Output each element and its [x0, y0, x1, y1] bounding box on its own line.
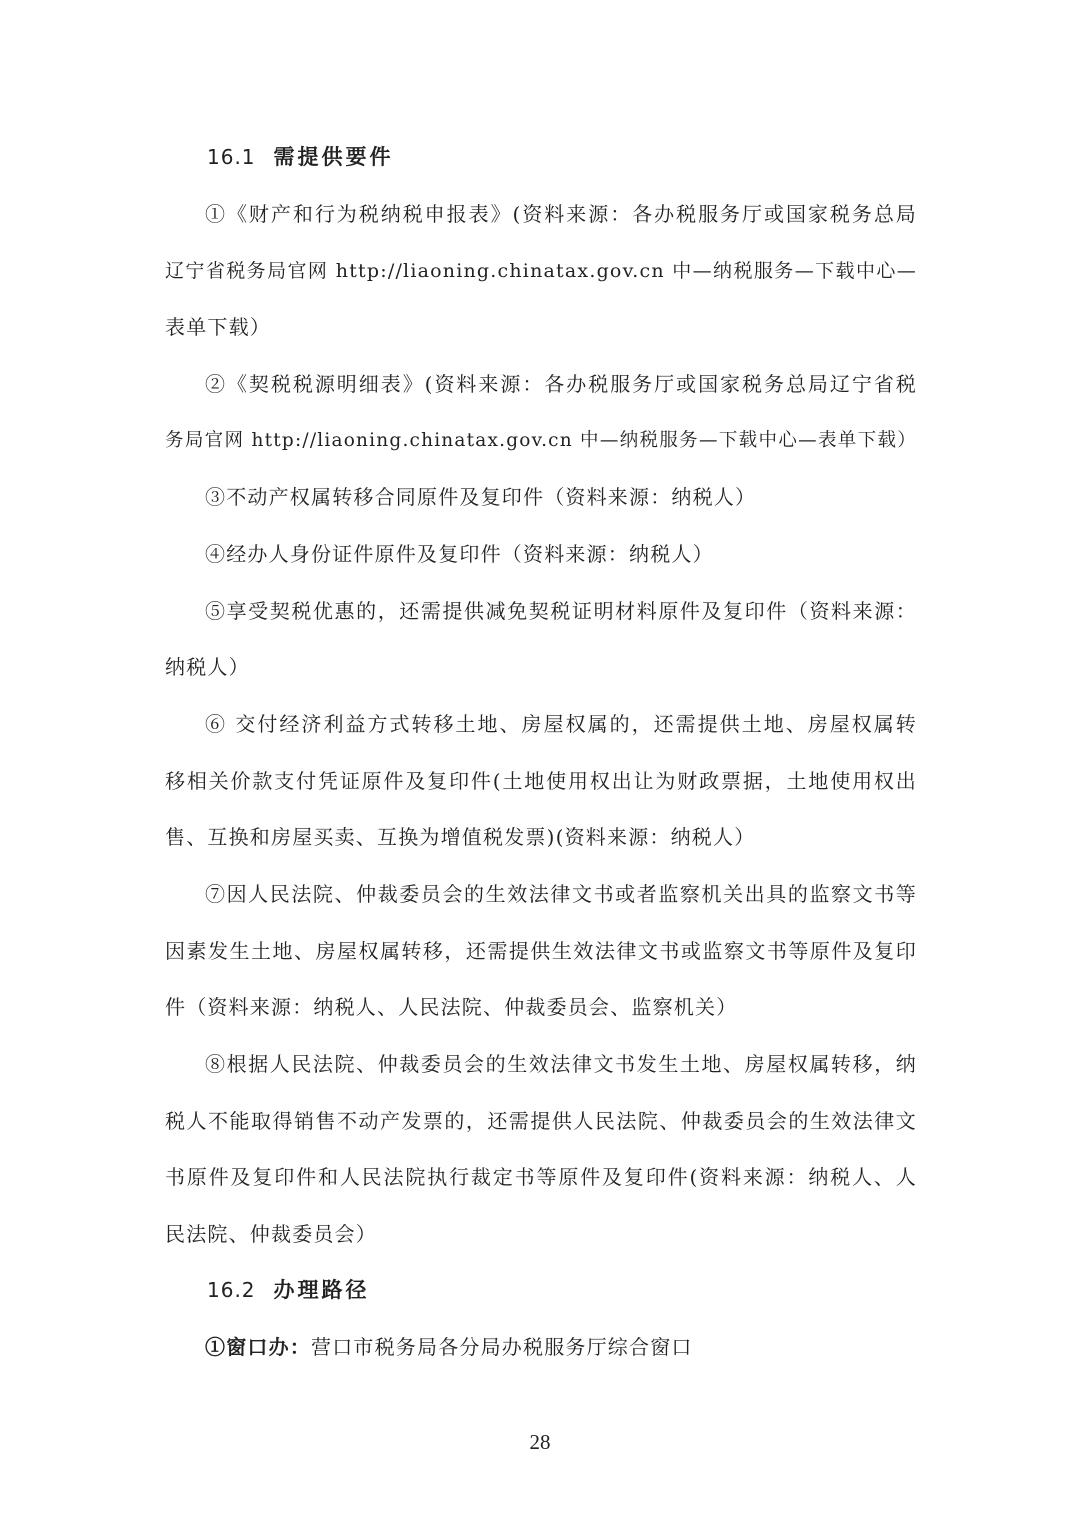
paragraph-line: 移相关价款支付凭证原件及复印件(土地使用权出让为财政票据，土地使用权出: [165, 769, 917, 793]
paragraph-line: ①《财产和行为税纳税申报表》(资料来源：各办税服务厅或国家税务总局: [205, 202, 917, 226]
section-title: 办理路径: [273, 1277, 370, 1302]
paragraph-line: ⑧根据人民法院、仲裁委员会的生效法律文书发生土地、房屋权属转移，纳: [205, 1052, 917, 1076]
paragraph-line: 务局官网 http://liaoning.chinatax.gov.cn 中—纳税服务—下载中心—表单下载）: [165, 430, 917, 451]
paragraph-line: ⑦因人民法院、仲裁委员会的生效法律文书或者监察机关出具的监察文书等: [205, 882, 917, 906]
section-number: 16.1: [207, 145, 256, 169]
section-number: 16.2: [207, 1278, 256, 1302]
paragraph-line: 纳税人）: [165, 655, 250, 679]
paragraph-line: 税人不能取得销售不动产发票的，还需提供人民法院、仲裁委员会的生效法律文: [165, 1109, 917, 1133]
paragraph-line: 因素发生土地、房屋权属转移，还需提供生效法律文书或监察文书等原件及复印: [165, 939, 917, 963]
paragraph-line: ④经办人身份证件原件及复印件（资料来源：纳税人）: [205, 542, 714, 566]
section-heading-16-1: [207, 143, 959, 171]
page-number: 28: [529, 1430, 551, 1454]
paragraph-line: 民法院、仲裁委员会）: [165, 1222, 377, 1246]
paragraph-line: 表单下载）: [165, 315, 271, 339]
section-heading-16-2: [207, 1276, 959, 1304]
paragraph-line: 售、互换和房屋买卖、互换为增值税发票)(资料来源：纳税人）: [165, 825, 756, 849]
paragraph-line: 书原件及复印件和人民法院执行裁定书等原件及复印件(资料来源：纳税人、人: [165, 1165, 917, 1189]
paragraph-line: ②《契税税源明细表》(资料来源：各办税服务厅或国家税务总局辽宁省税: [205, 372, 917, 396]
route-item-label: ①窗口办：: [205, 1335, 311, 1359]
paragraph-line: 件（资料来源：纳税人、人民法院、仲裁委员会、监察机关）: [165, 995, 738, 1019]
route-item-window: [205, 1333, 917, 1361]
route-item-text: 营口市税务局各分局办税服务厅综合窗口: [311, 1335, 693, 1359]
paragraph-line: 辽宁省税务局官网 http://liaoning.chinatax.gov.cn 中—纳税服务—下载中心—: [165, 260, 917, 282]
paragraph-line: ⑤享受契税优惠的，还需提供减免契税证明材料原件及复印件（资料来源：: [205, 599, 917, 623]
paragraph-line: ③不动产权属转移合同原件及复印件（资料来源：纳税人）: [205, 485, 757, 509]
section-title: 需提供要件: [273, 144, 394, 169]
paragraph-line: ⑥ 交付经济利益方式转移土地、房屋权属的，还需提供土地、房屋权属转: [205, 712, 917, 736]
